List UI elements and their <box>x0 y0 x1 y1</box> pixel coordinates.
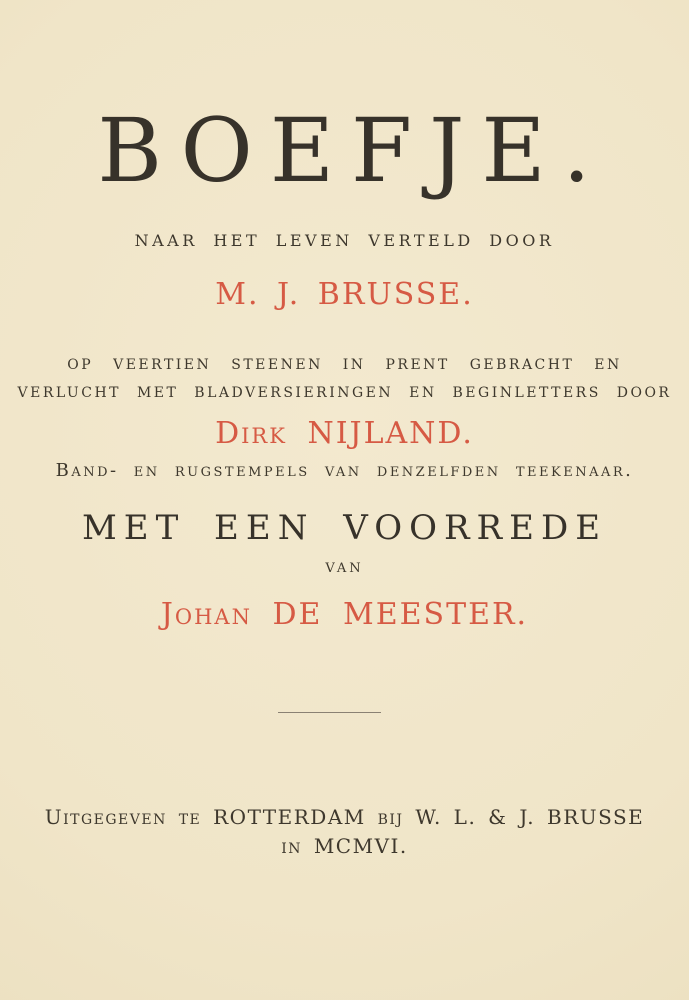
illustrator-name: Dirk NIJLAND. <box>215 416 474 451</box>
lithography-credit-line-2: VERLUCHT MET BLADVERSIERINGEN EN BEGINLETTERS DOOR <box>17 385 672 401</box>
author-name: M. J. BRUSSE. <box>215 277 474 312</box>
imprint-line-2: in MCMVI. <box>281 834 408 858</box>
preface-author-name: Johan DE MEESTER. <box>160 597 529 632</box>
binding-credit: Band- en rugstempels van denzelfden teekenaar. <box>55 460 634 481</box>
preface-heading: MET EEN VOORREDE <box>81 508 608 548</box>
divider-rule <box>278 712 381 713</box>
lithography-credit-line-1: OP VEERTIEN STEENEN IN PRENT GEBRACHT EN <box>67 357 622 373</box>
byline-intro: NAAR HET LEVEN VERTELD DOOR <box>134 231 555 250</box>
preface-connector: VAN <box>325 561 364 576</box>
book-title: BOEFJE. <box>97 99 608 202</box>
imprint-line-1: Uitgegeven te ROTTERDAM bij W. L. & J. BRUSSE <box>44 805 645 829</box>
